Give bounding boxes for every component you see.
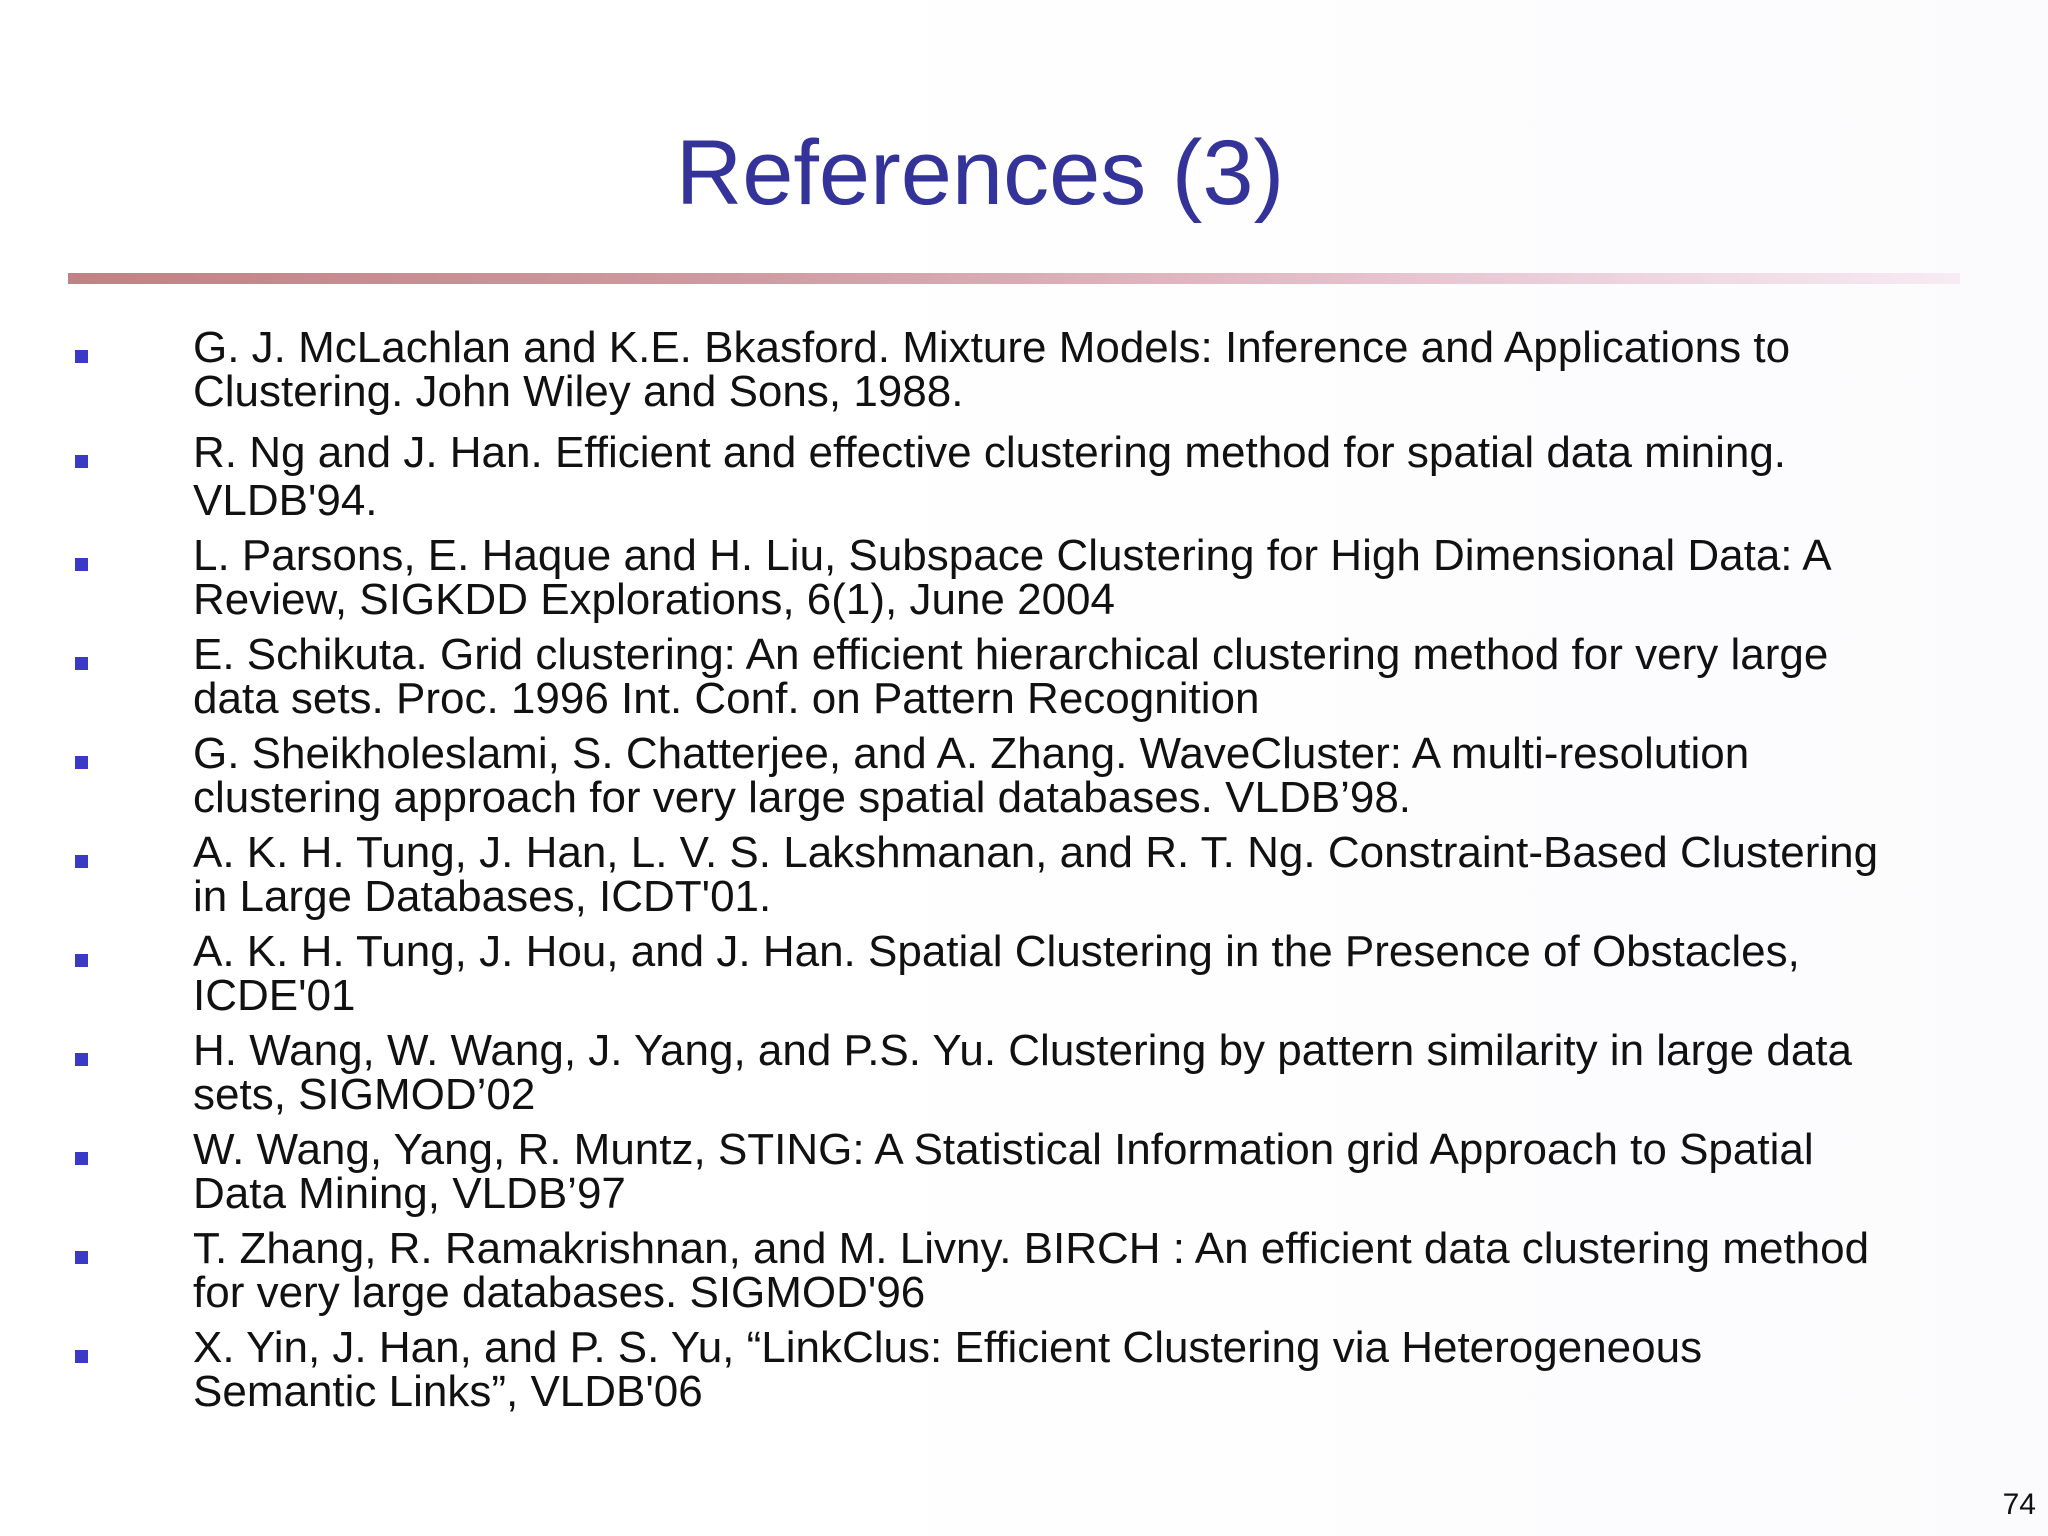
reference-line: ICDE'01: [193, 971, 356, 1020]
reference-item: [0, 729, 2048, 831]
reference-line: VLDB'94.: [193, 476, 378, 525]
reference-line: T. Zhang, R. Ramakrishnan, and M. Livny. BIRCH : An efficient data clustering method: [193, 1224, 1870, 1273]
square-bullet-icon: [75, 455, 88, 468]
square-bullet-icon: [75, 350, 88, 363]
square-bullet-icon: [75, 558, 88, 571]
title-divider: [68, 273, 1960, 284]
reference-line: R. Ng and J. Han. Efficient and effective clustering method for spatial data mining.: [193, 428, 1787, 477]
square-bullet-icon: [75, 756, 88, 769]
reference-line: Semantic Links”, VLDB'06: [193, 1367, 703, 1416]
square-bullet-icon: [75, 657, 88, 670]
reference-line: Data Mining, VLDB’97: [193, 1169, 626, 1218]
square-bullet-icon: [75, 855, 88, 868]
square-bullet-icon: [75, 1251, 88, 1264]
reference-item: [0, 531, 2048, 633]
reference-item: [0, 630, 2048, 732]
reference-item: [0, 1026, 2048, 1128]
reference-line: G. Sheikholeslami, S. Chatterjee, and A. Zhang. WaveCluster: A multi-resolution: [193, 729, 1750, 778]
reference-line: X. Yin, J. Han, and P. S. Yu, “LinkClus: Efficient Clustering via Heterogeneous: [193, 1323, 1703, 1372]
square-bullet-icon: [75, 1152, 88, 1165]
reference-line: Review, SIGKDD Explorations, 6(1), June 2004: [193, 575, 1116, 624]
reference-line: for very large databases. SIGMOD'96: [193, 1268, 926, 1317]
reference-line: data sets. Proc. 1996 Int. Conf. on Pattern Recognition: [193, 674, 1260, 723]
slide-title: References (3): [675, 122, 1285, 224]
reference-line: W. Wang, Yang, R. Muntz, STING: A Statistical Information grid Approach to Spatial: [193, 1125, 1814, 1174]
reference-line: G. J. McLachlan and K.E. Bkasford. Mixture Models: Inference and Applications to: [193, 323, 1791, 372]
reference-item: [0, 323, 2048, 431]
reference-item: [0, 1224, 2048, 1326]
reference-item: [0, 1125, 2048, 1227]
reference-line: A. K. H. Tung, J. Hou, and J. Han. Spatial Clustering in the Presence of Obstacles,: [193, 927, 1800, 976]
reference-list: [0, 323, 2048, 1425]
reference-line: L. Parsons, E. Haque and H. Liu, Subspace Clustering for High Dimensional Data: A: [193, 531, 1832, 580]
square-bullet-icon: [75, 1350, 88, 1363]
square-bullet-icon: [75, 1053, 88, 1066]
reference-item: [0, 428, 2048, 534]
reference-item: [0, 828, 2048, 930]
reference-line: sets, SIGMOD’02: [193, 1070, 536, 1119]
reference-item: [0, 927, 2048, 1029]
page-number: 74: [2002, 1488, 2036, 1521]
reference-line: A. K. H. Tung, J. Han, L. V. S. Lakshmanan, and R. T. Ng. Constraint-Based Clustering: [193, 828, 1879, 877]
reference-item: [0, 1323, 2048, 1425]
reference-line: E. Schikuta. Grid clustering: An efficient hierarchical clustering method for very large: [193, 630, 1829, 679]
reference-line: clustering approach for very large spatial databases. VLDB’98.: [193, 773, 1412, 822]
reference-line: in Large Databases, ICDT'01.: [193, 872, 772, 921]
reference-line: Clustering. John Wiley and Sons, 1988.: [193, 367, 964, 416]
reference-line: H. Wang, W. Wang, J. Yang, and P.S. Yu. Clustering by pattern similarity in large data: [193, 1026, 1852, 1075]
square-bullet-icon: [75, 954, 88, 967]
